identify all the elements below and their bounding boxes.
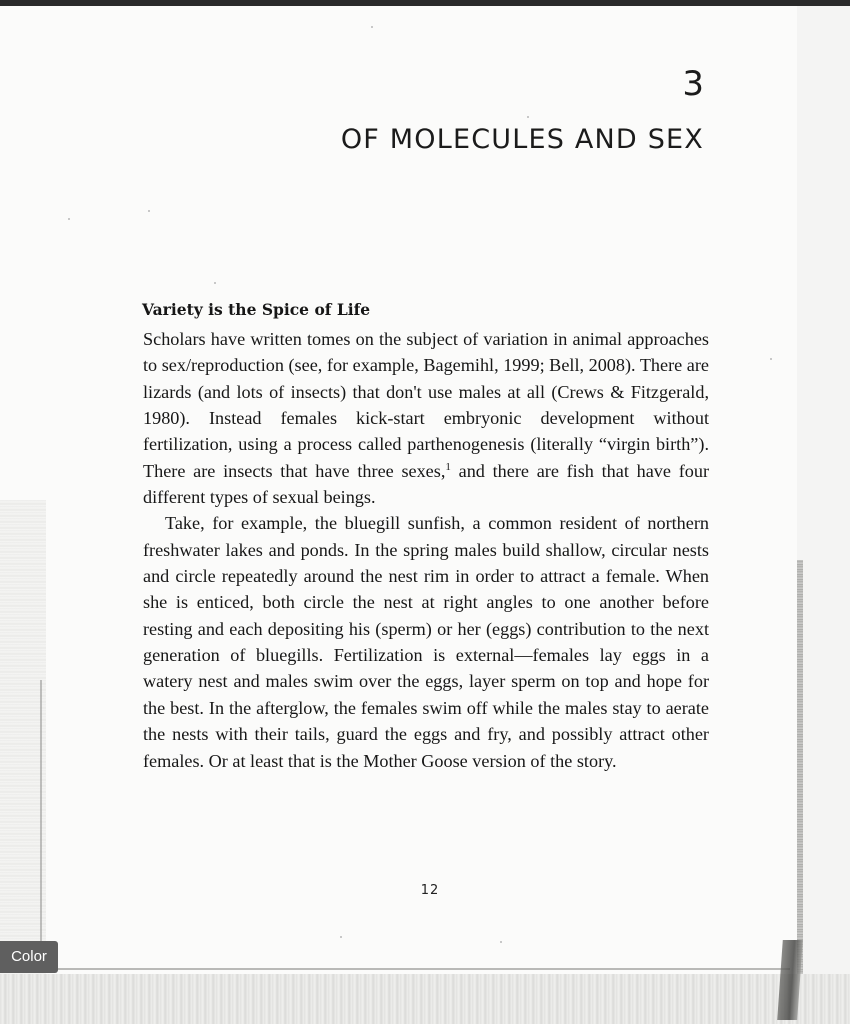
- chapter-title: OF MOLECULES AND SEX: [340, 124, 704, 155]
- color-mode-button[interactable]: Color: [0, 941, 58, 973]
- paragraph-text: and there are fish that have four different types of sexual beings.: [143, 460, 709, 508]
- section-heading: Variety is the Spice of Life: [142, 300, 371, 319]
- scan-speck: [148, 210, 150, 212]
- chapter-number: 3: [682, 64, 704, 104]
- footnote-marker: 1: [445, 460, 451, 473]
- scan-speck: [770, 358, 772, 360]
- page-bottom-rule: [40, 968, 790, 970]
- page-left-fold: [40, 680, 42, 950]
- scan-speck: [214, 282, 216, 284]
- page-number: 12: [420, 883, 440, 898]
- scan-speck: [527, 116, 529, 118]
- paragraph-text: Take, for example, the bluegill sunfish, a common resident of northern freshwater lakes and ponds. In the spring males build shallow, circular nests and circle repeatedly around the nest rim in order to attract a female. When she is enticed, both circle the nest at right angles to one another before resting and each depositing his (sperm) or her (eggs) contribution to the next generation of bluegills. Fertilization is external—females lay eggs in a watery nest and males swim over the eggs, layer sperm on top and hope for the best. In the afterglow, the females swim off while the males stay to aerate the nests with their tails, guard the eggs and fry, and possibly attract other females. Or at least that is the Mother Goose version of the story.: [143, 513, 709, 771]
- paragraph: [143, 510, 709, 773]
- scan-speck: [371, 26, 373, 28]
- paragraph-text: Scholars have written tomes on the subject of variation in animal approaches to sex/reproduction (see, for example, Bagemihl, 1999; Bell, 2008). There are lizards (and lots of insects) that don't use males at all (Crews & Fitzgerald, 1980). Instead females kick-start embryonic development without fertilization, using a process called parthenogenesis (literally “virgin birth”). There are insects that have three sexes,: [143, 329, 709, 481]
- body-text: [143, 326, 709, 774]
- scanned-page: [0, 6, 799, 974]
- scan-speck: [500, 941, 502, 943]
- page-bottom-scan-edge: [0, 974, 850, 1024]
- viewer-right-margin: [797, 6, 850, 974]
- paragraph: [143, 326, 709, 510]
- scan-speck: [68, 218, 70, 220]
- scan-speck: [340, 936, 342, 938]
